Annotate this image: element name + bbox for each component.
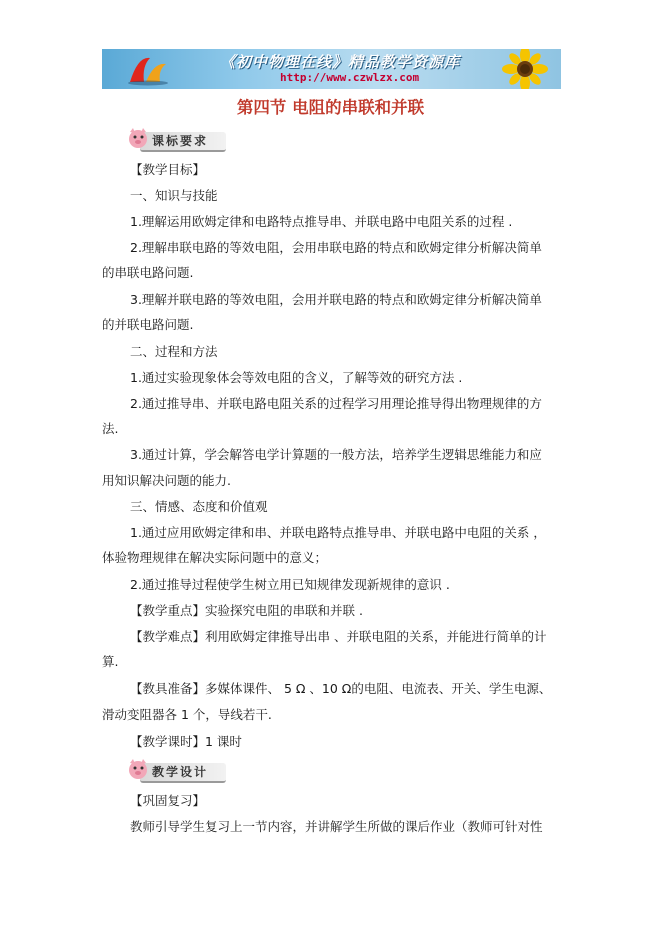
emotion-item-1: 1.通过应用欧姆定律和串、并联电路特点推导串、并联电路中电阻的关系 ，	[130, 525, 546, 540]
equipment-prep-cont: 滑动变阻器各 1 个，导线若干.	[102, 707, 272, 722]
badge-label: 课标要求	[152, 134, 209, 148]
process-item-3: 3.通过计算，学会解答电学计算题的一般方法，培养学生逻辑思维能力和应	[130, 447, 542, 462]
process-item-2: 2.通过推导串、并联电路电阻关系的过程学习用理论推导得出物理规律的方	[130, 396, 542, 411]
goals-header: 【教学目标】	[130, 162, 206, 177]
badge-label: 教学设计	[152, 765, 209, 779]
difficulty: 【教学难点】利用欧姆定律推导出串 、并联电阻的关系，并能进行简单的计	[130, 629, 547, 644]
equipment-prep: 【教具准备】多媒体课件、 5 Ω 、10 Ω的电阻、电流表、开关、学生电源、	[130, 681, 552, 696]
review-text: 教师引导学生复习上一节内容，并讲解学生所做的课后作业（教师可针对性	[130, 819, 543, 834]
knowledge-item-3: 3.理解并联电路的等效电阻，会用并联电路的特点和欧姆定律分析解决简单	[130, 292, 542, 307]
process-item-2-cont: 法.	[102, 421, 119, 436]
process-item-1: 1.通过实验现象体会等效电阻的含义，了解等效的研究方法 .	[130, 370, 463, 385]
class-hours: 【教学课时】1 课时	[130, 734, 242, 749]
key-point: 【教学重点】实验探究电阻的串联和并联 .	[130, 603, 363, 618]
emotion-header: 三、情感、态度和价值观	[130, 499, 268, 514]
banner-url[interactable]: http://www.czwlzx.com	[280, 71, 420, 84]
banner-title: 《初中物理在线》精品教学资源库	[220, 53, 461, 71]
knowledge-header: 一、知识与技能	[130, 188, 218, 203]
design-badge	[124, 758, 228, 784]
piggy-icon	[124, 127, 154, 153]
knowledge-item-2: 2.理解串联电路的等效电阻，会用串联电路的特点和欧姆定律分析解决简单	[130, 240, 542, 255]
sunflower-icon	[487, 49, 557, 89]
knowledge-item-1: 1.理解运用欧姆定律和电路特点推导串、并联电路中电阻关系的过程 .	[130, 214, 513, 229]
knowledge-item-3-cont: 的并联电路问题.	[102, 317, 194, 332]
emotion-item-2: 2.通过推导过程使学生树立用已知规律发现新规律的意识 .	[130, 577, 450, 592]
difficulty-cont: 算.	[102, 654, 119, 669]
knowledge-item-2-cont: 的串联电路问题.	[102, 265, 194, 280]
piggy-icon	[124, 758, 154, 784]
site-logo-icon	[124, 52, 170, 86]
curriculum-badge	[124, 127, 228, 153]
process-header: 二、过程和方法	[130, 344, 218, 359]
header-banner	[102, 49, 561, 89]
document-title: 第四节 电阻的串联和并联	[236, 98, 425, 117]
process-item-3-cont: 用知识解决问题的能力.	[102, 473, 231, 488]
review-header: 【巩固复习】	[130, 793, 206, 808]
emotion-item-1-cont: 体验物理规律在解决实际问题中的意义；	[102, 550, 328, 565]
